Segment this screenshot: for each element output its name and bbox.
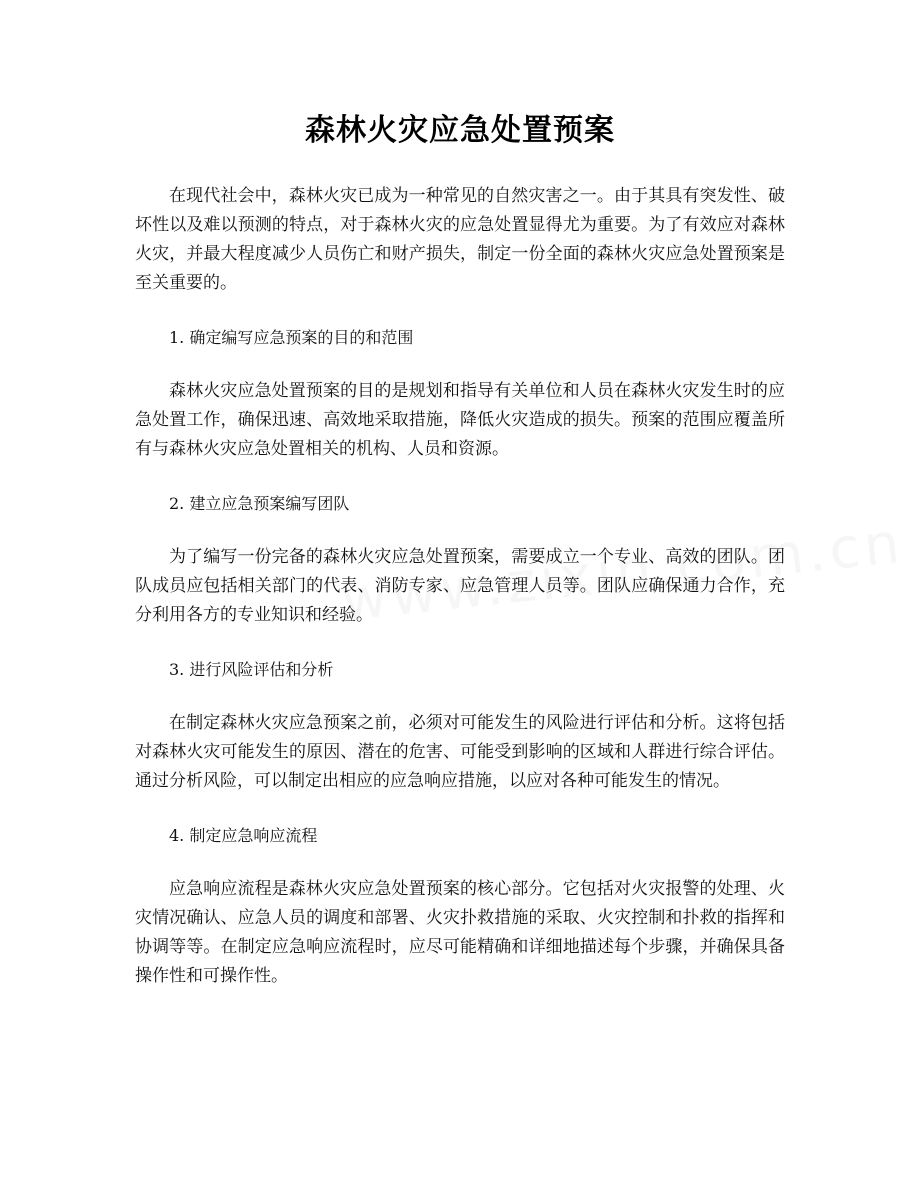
intro-paragraph: 在现代社会中，森林火灾已成为一种常见的自然灾害之一。由于其具有突发性、破坏性以及难以预测的特点，对于森林火灾的应急处置显得尤为重要。为了有效应对森林火灾，并最大程度减少人员伤亡和财产损失，制定一份全面的森林火灾应急处置预案是至关重要的。 xyxy=(135,186,785,293)
section-body-3: 在制定森林火灾应急预案之前，必须对可能发生的风险进行评估和分析。这将包括对森林火灾可能发生的原因、潜在的危害、可能受到影响的区域和人群进行综合评估。通过分析风险，可以制定出相应的应急响应措施，以应对各种可能发生的情况。 xyxy=(135,713,785,791)
section-heading-4: 4. 制定应急响应流程 xyxy=(169,826,318,845)
section-body-1: 森林火灾应急处置预案的目的是规划和指导有关单位和人员在森林火灾发生时的应急处置工作，确保迅速、高效地采取措施，降低火灾造成的损失。预案的范围应覆盖所有与森林火灾应急处置相关的机构、人员和资源。 xyxy=(135,381,785,459)
section-body-4: 应急响应流程是森林火灾应急处置预案的核心部分。它包括对火灾报警的处理、火灾情况确认、应急人员的调度和部署、火灾扑救措施的采取、火灾控制和扑救的指挥和协调等等。在制定应急响应流程时，应尽可能精确和详细地描述每个步骤，并确保具备操作性和可操作性。 xyxy=(135,879,785,986)
section-heading-2: 2. 建立应急预案编写团队 xyxy=(169,494,350,513)
section-heading-1: 1. 确定编写应急预案的目的和范围 xyxy=(169,328,414,347)
section-body-2: 为了编写一份完备的森林火灾应急处置预案，需要成立一个专业、高效的团队。团队成员应包括相关部门的代表、消防专家、应急管理人员等。团队应确保通力合作，充分利用各方的专业知识和经验。 xyxy=(135,547,785,625)
document-body xyxy=(135,182,785,1016)
document-title: 森林火灾应急处置预案 xyxy=(305,113,615,148)
section-heading-3: 3. 进行风险评估和分析 xyxy=(169,660,334,679)
